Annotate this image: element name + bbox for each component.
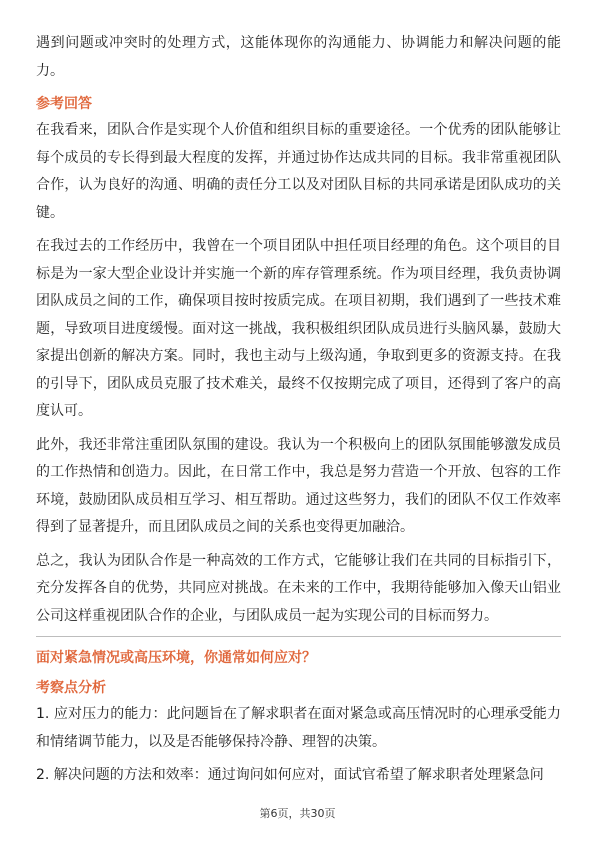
section-divider [36, 636, 561, 637]
page-number-footer: 第6页，共30页 [259, 807, 336, 820]
answer-paragraph-4: 总之，我认为团队合作是一种高效的工作方式，它能够让我们在共同的目标指引下，充分发挥各自的优势，共同应对挑战。在未来的工作中，我期待能够加入像天山铝业公司这样重视团队合作的企业，与团队成员一起为实现公司的目标而努力。 [36, 552, 561, 624]
answer-paragraph-3: 此外，我还非常注重团队氛围的建设。我认为一个积极向上的团队氛围能够激发成员的工作热情和创造力。因此，在日常工作中，我总是努力营造一个开放、包容的工作环境，鼓励团队成员相互学习、相互帮助。通过这些努力，我们的团队不仅工作效率得到了显著提升，而且团队成员之间的关系也变得更加融洽。 [36, 436, 561, 535]
answer-paragraph-2: 在我过去的工作经历中，我曾在一个项目团队中担任项目经理的角色。这个项目的目标是为一家大型企业设计并实施一个新的库存管理系统。作为项目经理，我负责协调团队成员之间的工作，确保项目按时按质完成。在项目初期，我们遇到了一些技术难题，导致项目进度缓慢。面对这一挑战，我积极组织团队成员进行头脑风暴，鼓励大家提出创新的解决方案。同时，我也主动与上级沟通，争取到更多的资源支持。在我的引导下，团队成员克服了技术难关，最终不仅按期完成了项目，还得到了客户的高度认可。 [36, 238, 561, 419]
intro-text: 遇到问题或冲突时的处理方式，这能体现你的沟通能力、协调能力和解决问题的能力。 [36, 35, 561, 79]
reference-answer-heading: 参考回答 [36, 96, 92, 112]
page-content [36, 30, 561, 796]
analysis-item-2: 2. 解决问题的方法和效率：通过询问如何应对，面试官希望了解求职者处理紧急问 [36, 767, 544, 783]
answer-paragraph-1: 在我看来，团队合作是实现个人价值和组织目标的重要途径。一个优秀的团队能够让每个成员的专长得到最大程度的发挥，并通过协作达成共同的目标。我非常重视团队合作，认为良好的沟通、明确的责任分工以及对团队目标的共同承诺是团队成功的关键。 [36, 122, 561, 221]
analysis-heading: 考察点分析 [36, 680, 106, 696]
question-heading: 面对紧急情况或高压环境，你通常如何应对？ [36, 650, 316, 666]
analysis-item-1: 1. 应对压力的能力：此问题旨在了解求职者在面对紧急或高压情况时的心理承受能力和情绪调节能力，以及是否能够保持冷静、理智的决策。 [36, 706, 561, 750]
